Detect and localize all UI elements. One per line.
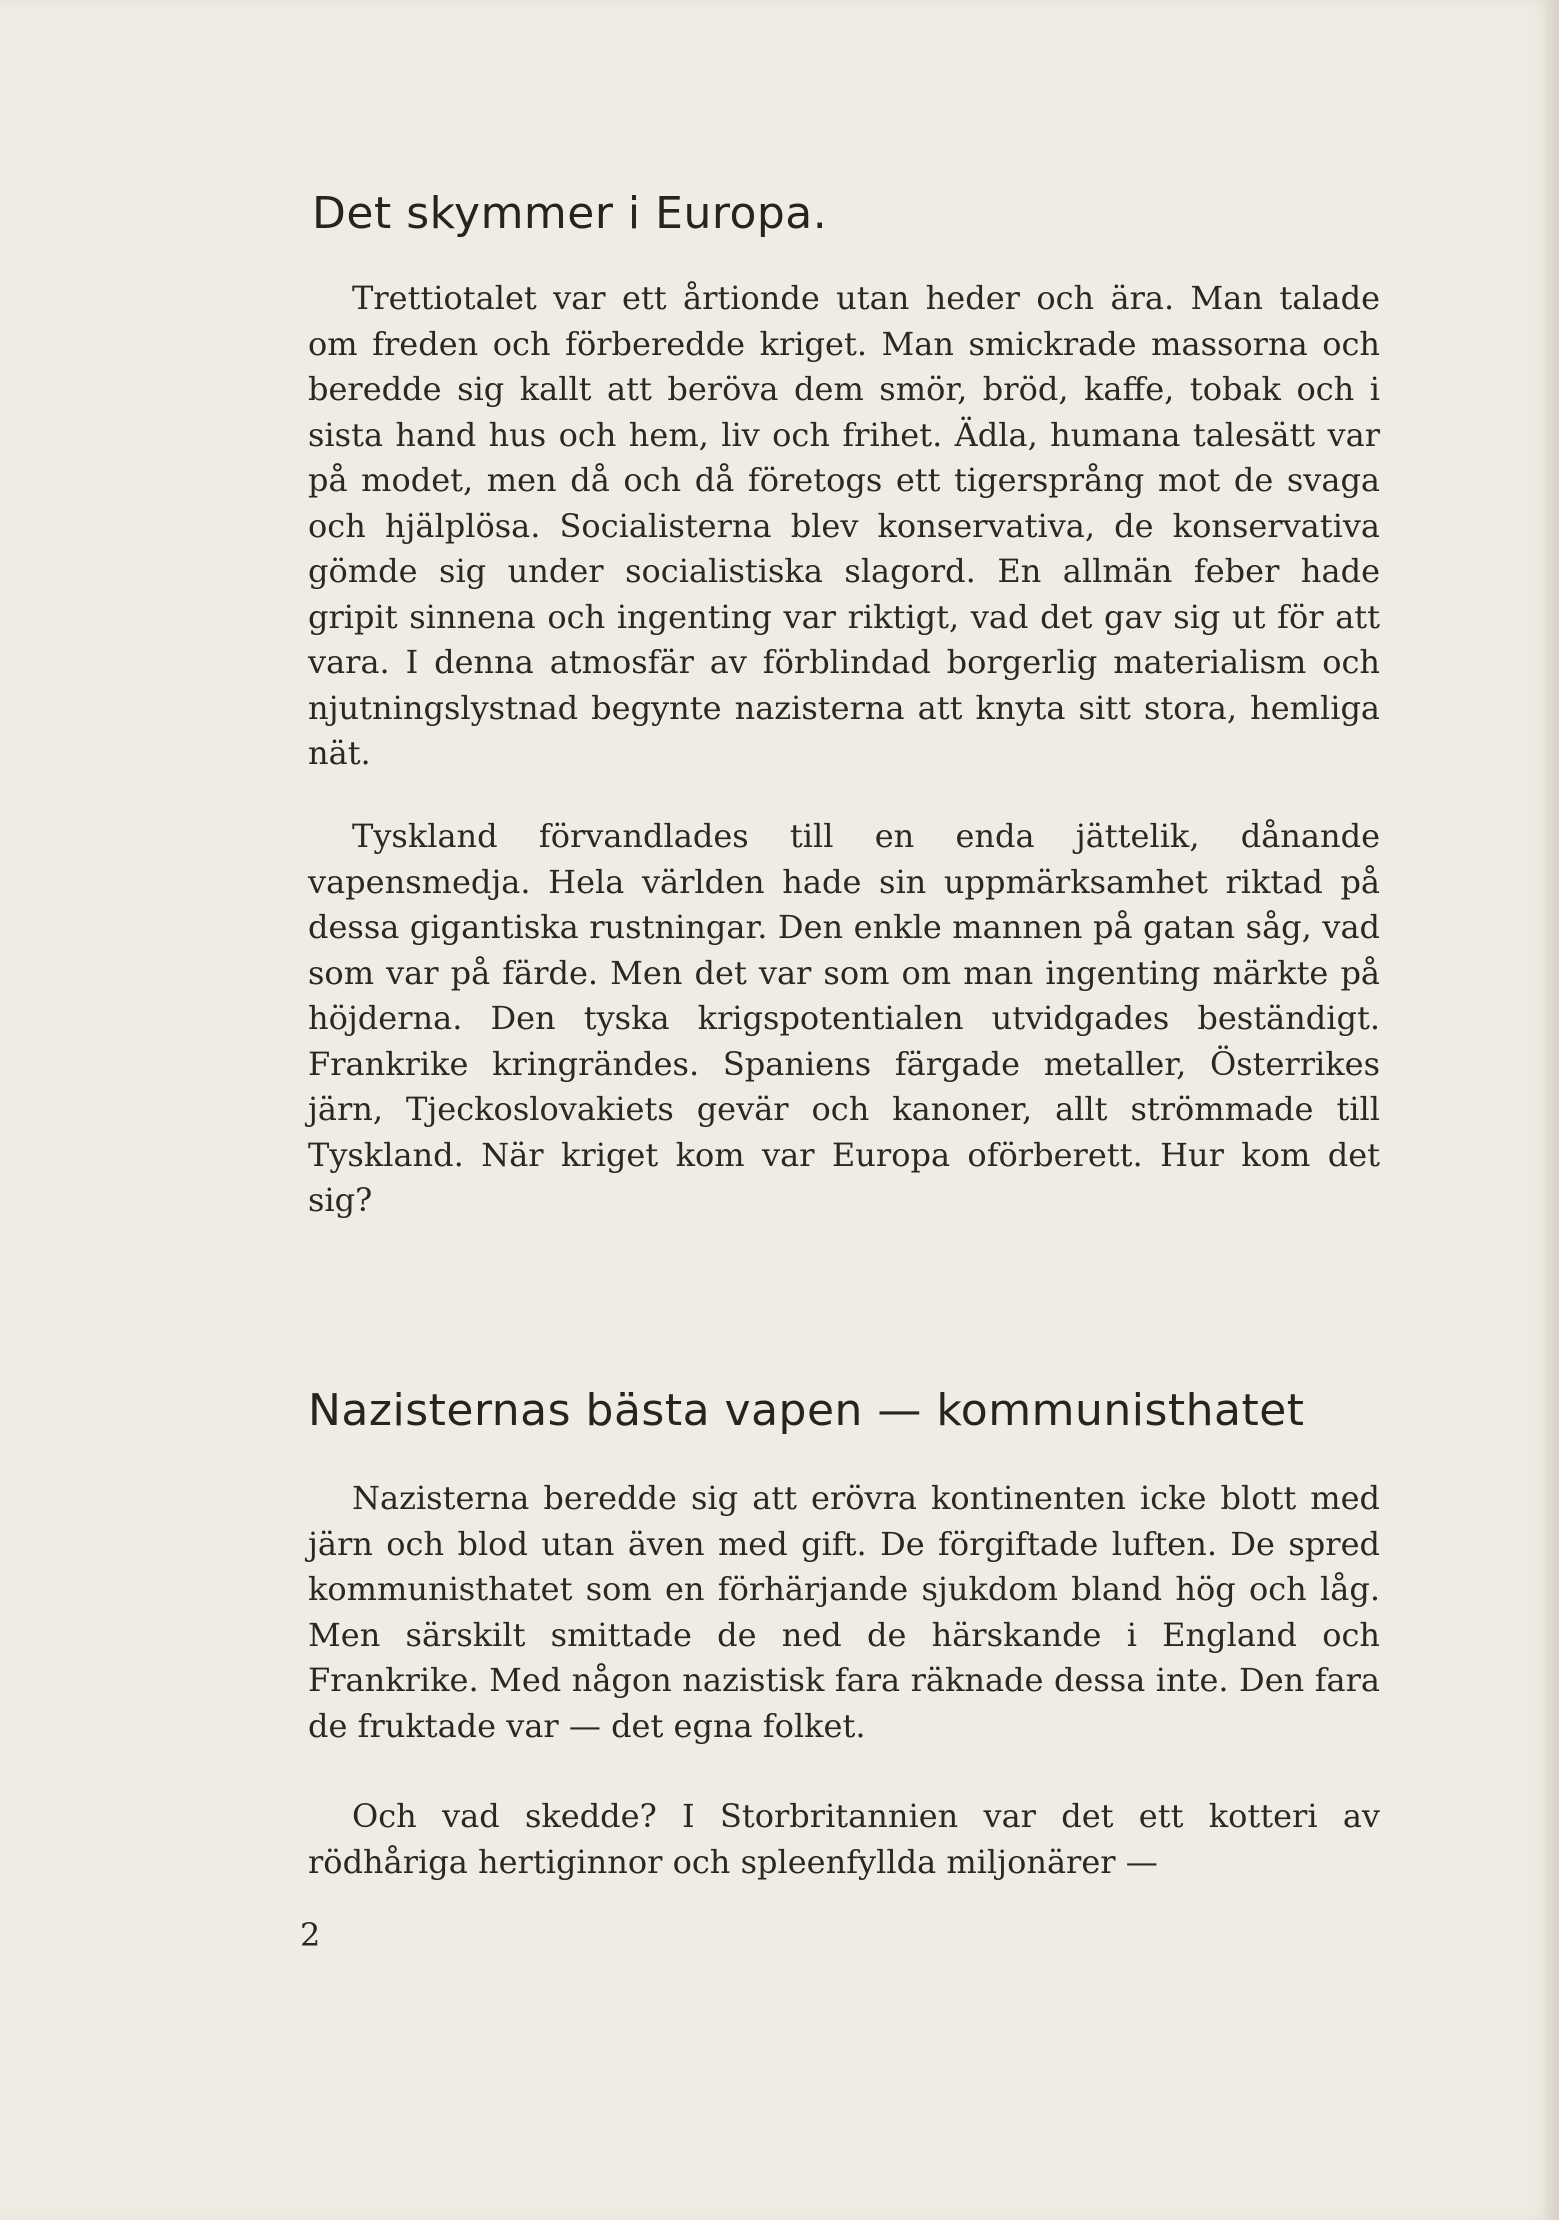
page-number: 2 [300, 1916, 321, 1954]
page-edge [1545, 0, 1559, 2220]
paragraph-och-vad-skedde: Och vad skedde? I Storbritannien var det ett kotteri av rödhåriga hertiginnor och spleenfyllda miljonärer — [308, 1797, 1380, 1881]
paragraph-nazisterna: Nazisterna beredde sig att erövra kontinenten icke blott med järn och blod utan även med gift. De förgiftade luften. De spred kommunisthatet som en förhärjande sjukdom bland hög och låg. Men särskilt smittade de ned de härskande i England och Frankrike. Med någon nazistisk fara räknade dessa inte. Den fara de fruktade var — det egna folket. [308, 1479, 1380, 1745]
paragraph-tyskland: Tyskland förvandlades till en enda jättelik, dånande vapensmedja. Hela världen hade sin uppmärksamhet riktad på dessa gigantiska rustningar. Den enkle mannen på gatan såg, vad som var på färde. Men det var som om man ingenting märkte på höjderna. Den tyska krigspotentialen utvidgades beständigt. Frankrike kringrändes. Spaniens färgade metaller, Österrikes järn, Tjeckoslovakiets gevär och kanoner, allt strömmade till Tyskland. När kriget kom var Europa oförberett. Hur kom det sig? [308, 817, 1380, 1219]
paragraph-trettiotalet: Trettiotalet var ett årtionde utan heder och ära. Man talade om freden och förberedde kriget. Man smickrade massorna och beredde sig kallt att beröva dem smör, bröd, kaffe, tobak och i sista hand hus och hem, liv och frihet. Ädla, humana talesätt var på modet, men då och då företogs ett tigersprång mot de svaga och hjälplösa. Socialisterna blev konservativa, de konservativa gömde sig under socialistiska slagord. En allmän feber hade gripit sinnena och ingenting var riktigt, vad det gav sig ut för att vara. I denna atmosfär av förblindad borgerlig materialism och njutningslystnad begynte nazisterna att knyta sitt stora, hemliga nät. [308, 279, 1380, 772]
section-heading-kommunisthatet: Nazisternas bästa vapen — kommunisthatet [308, 1385, 1305, 1436]
section-heading-europa: Det skymmer i Europa. [312, 188, 828, 239]
